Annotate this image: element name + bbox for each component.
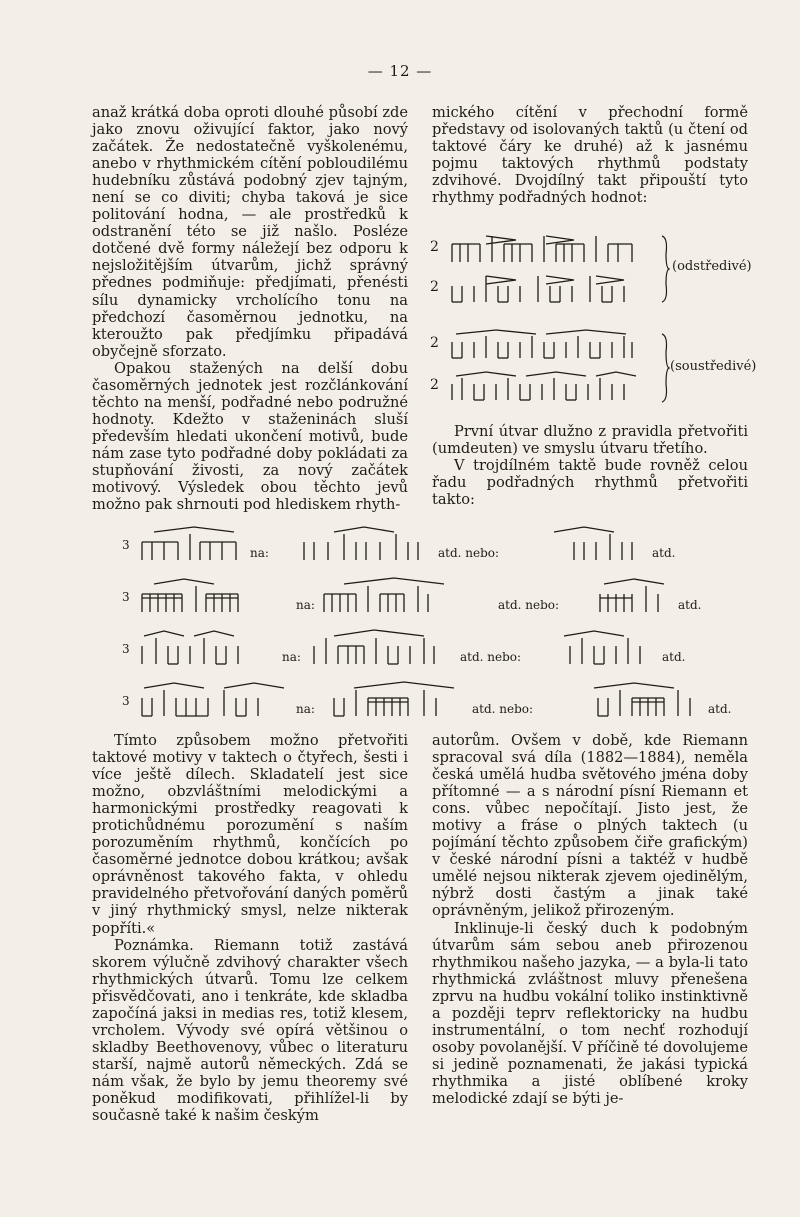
bottom-right-column	[432, 732, 748, 1107]
na-label: na:	[282, 650, 301, 664]
paragraph: anaž krátká doba oproti dlouhé působí zde jako znovu oživující faktor, jako nový začátek. Že nedostatečně vyškolenému, anebo v rhythmickém cítění pobloudilému hudebníku zůstává podobný zjev tajným, není se co diviti; chyba taková je sice politování hodna, — ale prostředků k odstranění této se již našlo. Posléze dotčené dvě formy náležejí bez odporu k nejsložitějším útvarům, jichž správný přednes podmiňuje: předjímati, přenésti sílu dynamicky vrcholícího tonu na předchozí časoměrnou jednotku, na kteroužto pak předjímku připadává obyčejně sforzato.	[92, 104, 408, 360]
rhythm-label: (soustředivé)	[670, 359, 757, 374]
brace	[660, 332, 670, 404]
paragraph: Poznámka. Riemann totiž zastává skorem výlučně zdvihový charakter všech rhythmických útvarů. Tomu lze celkem přisvědčovati, ano i tenkráte, kde skladba započíná jaksi in medias res, totiž klesem, vrcholem. Vývody své opírá většinou o skladby Beethovenovy, vůbec o literaturu starší, najmě autorů německých. Zdá se nám však, že bylo by jemu theoremy své poněkud modifikovati, přihlížel-li by současně také k našim českým	[92, 936, 408, 1125]
na-label: na:	[296, 598, 315, 612]
nebo-label: atd. nebo:	[498, 598, 560, 612]
top-left-column	[92, 104, 408, 513]
na-label: na:	[250, 546, 269, 560]
atd-label: atd.	[678, 598, 702, 612]
nebo-label: atd. nebo:	[438, 546, 500, 560]
brace	[660, 234, 670, 304]
paragraph: Tímto způsobem možno přetvořiti taktové motivy v taktech o čtyřech, šesti i více ještě dílech. Skladatelí jest sice možno, obzvláštními melodickými a harmonickými prostředky reagovati k protichůdnému porozumění s naším porozuměním rhythmů, končících po časoměrné jednotce dobou krátkou; avšak oprávněnost takového fakta, v ohledu pravidelného přetvořování daných poměrů v jiný rhythmický smysl, nelze nikterak popříti.«	[92, 732, 408, 937]
time-signature: 2	[430, 239, 439, 255]
top-right-column	[432, 104, 748, 206]
time-signature: 2	[430, 335, 439, 351]
rhythm-notation	[446, 370, 666, 402]
time-signature: 3	[122, 538, 130, 552]
rhythm-row	[430, 370, 770, 402]
paragraph: mického cítění v přechodní formě představy od isolovaných taktů (u čtení od taktové čáry ke druhé) až k jasnému pojmu taktových rhythmů podstaty zdvihové. Dvojdílný takt připouští tyto rhythmy podřadných hodnot:	[432, 104, 748, 207]
example-row	[122, 522, 762, 562]
rhythm-label: (odstředivé)	[672, 259, 752, 274]
example-row	[122, 574, 762, 614]
paragraph: V trojdílném taktě bude rovněž celou řadu podřadných rhythmů přetvořiti takto:	[432, 457, 748, 509]
na-label: na:	[296, 702, 315, 716]
rhythm-notation	[446, 232, 666, 264]
time-signature: 3	[122, 642, 130, 656]
top-right-continued	[432, 423, 748, 508]
rhythm-notation	[134, 574, 754, 614]
paragraph: autorům. Ovšem v době, kde Riemann spracoval svá díla (1882—1884), neměla česká umělá hudba světového jména doby přítomné — a s národní písní Riemann et cons. vůbec nepočítají. Jisto jest, že motivy a fráse o plných taktech (u pojímání těchto způsobem čiře grafickým) v české národní písni a taktéž v hudbě umělé nejsou nikterak zjevem ojedinělým, nýbrž dosti častým a jinak také oprávněným, jelikož přirozeným.	[432, 732, 748, 920]
time-signature: 3	[122, 694, 130, 708]
paragraph: První útvar dlužno z pravidla přetvořiti (umdeuten) ve smyslu útvaru třetího.	[432, 423, 748, 458]
rhythm-notation	[134, 626, 754, 666]
page-number: — 12 —	[367, 62, 433, 80]
rhythm-notation	[446, 272, 666, 304]
rhythm-notation	[134, 678, 754, 718]
bottom-left-column	[92, 732, 408, 1124]
example-row	[122, 626, 762, 666]
time-signature: 2	[430, 377, 439, 393]
atd-label: atd.	[652, 546, 676, 560]
rhythm-row	[430, 328, 770, 360]
paragraph: Inklinuje-li český duch k podobným útvarům sám sebou aneb přirozenou rhythmikou našeho jazyka, — a byla-li tato rhythmická zvláštnost mluvy přenešena zprvu na hudbu vokální tolikо instinktivně a později teprv reflektoricky na hudbu instrumentální, o tom nechť rozhodují osoby povolanější. V příčině té dovolujeme si jedině poznamenati, že jakási typická rhythmika a jisté oblíbené kroky melodické zdají se býti je-	[432, 919, 748, 1107]
nebo-label: atd. nebo:	[460, 650, 522, 664]
time-signature: 3	[122, 590, 130, 604]
duple-rhythm-examples	[430, 228, 770, 418]
rhythm-notation	[446, 328, 666, 360]
paragraph: Opakou stažených na delší dobu časoměrných jednotek jest rozčlánkování těchto na menší, podřadné nebo podružné hodnoty. Kdežto v staženinách sluší především hledati ukončení motivů, bude nám zase tyto podřadné doby pokládati za stupňování živosti, za nový začátek motivový. Výsledek obou těchto jevů možno pak shrnouti pod hlediskem rhyth-	[92, 359, 408, 514]
atd-label: atd.	[708, 702, 732, 716]
rhythm-row	[430, 272, 770, 304]
nebo-label: atd. nebo:	[472, 702, 534, 716]
atd-label: atd.	[662, 650, 686, 664]
example-row	[122, 678, 762, 718]
time-signature: 2	[430, 279, 439, 295]
